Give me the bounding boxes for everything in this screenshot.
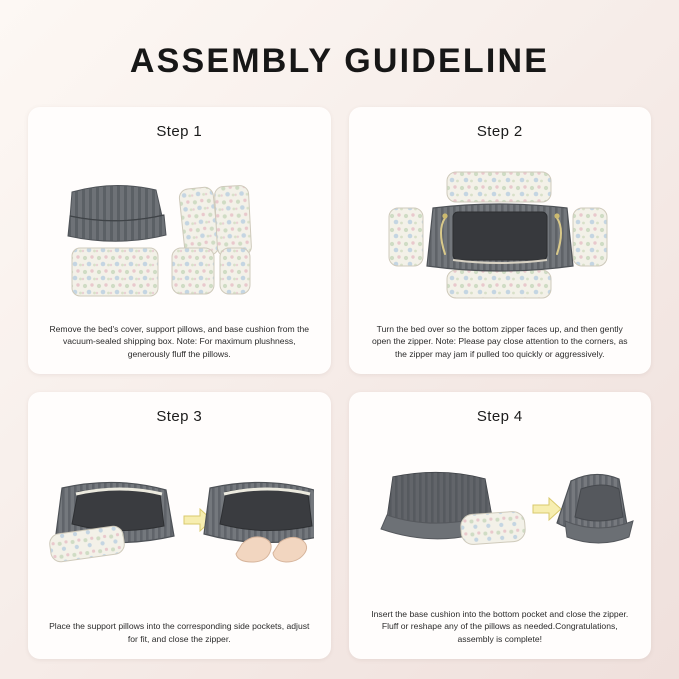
steps-grid xyxy=(28,107,651,659)
step-3-graphic xyxy=(44,458,314,588)
step-1-illustration xyxy=(42,146,317,317)
support-pillow-graphic-a xyxy=(179,187,220,258)
support-pillow-graphic-c xyxy=(172,248,214,294)
bed-underside-graphic xyxy=(427,204,573,271)
step-4-graphic xyxy=(365,451,635,581)
step-1-caption: Remove the bed's cover, support pillows, and base cushion from the vacuum-sealed shipping box. Note: For maximum plushness, generously fluff the pillows. xyxy=(49,323,310,359)
step-4-illustration xyxy=(363,431,638,602)
step-1-graphic xyxy=(54,156,304,306)
support-pillow-graphic-b xyxy=(214,185,252,257)
support-pillow-bottom xyxy=(447,270,551,298)
step-1-label: Step 1 xyxy=(156,123,203,140)
step-2-illustration xyxy=(363,146,638,317)
bed-with-hands-right xyxy=(204,482,314,562)
step-card-2 xyxy=(349,107,652,374)
step-3-caption: Place the support pillows into the corresponding side pockets, adjust for fit, and close the zipper. xyxy=(49,621,310,644)
step-2-graphic xyxy=(375,156,625,306)
step-2-caption: Turn the bed over so the bottom zipper faces up, and then gently open the zipper. Note: Please pay close attention to the corners, as the zipper may jam if pulled too quickly or aggressively. xyxy=(371,323,628,359)
base-cushion-graphic xyxy=(72,248,158,296)
support-pillow-right xyxy=(573,208,607,266)
page-title: ASSEMBLY GUIDELINE xyxy=(129,42,550,80)
support-pillow-left xyxy=(389,208,423,266)
step-3-illustration xyxy=(42,431,317,614)
step-4-label: Step 4 xyxy=(476,408,523,425)
step-card-3 xyxy=(28,392,331,659)
arrow-right-icon-2 xyxy=(533,498,561,520)
support-pillow-graphic-d xyxy=(220,248,250,294)
bed-base-insert-left xyxy=(381,473,526,546)
step-4-caption: Insert the base cushion into the bottom pocket and close the zipper. Fluff or reshape any of the pillows as needed.Congratulations, assembly is complete! xyxy=(371,608,629,644)
finished-bed-graphic xyxy=(557,475,633,544)
bed-cover-graphic xyxy=(68,186,166,242)
step-card-4 xyxy=(349,392,652,659)
step-2-label: Step 2 xyxy=(476,123,523,140)
step-3-label: Step 3 xyxy=(156,408,203,425)
support-pillow-top xyxy=(447,172,551,202)
step-card-1 xyxy=(28,107,331,374)
bed-with-pillow-left xyxy=(49,482,175,563)
